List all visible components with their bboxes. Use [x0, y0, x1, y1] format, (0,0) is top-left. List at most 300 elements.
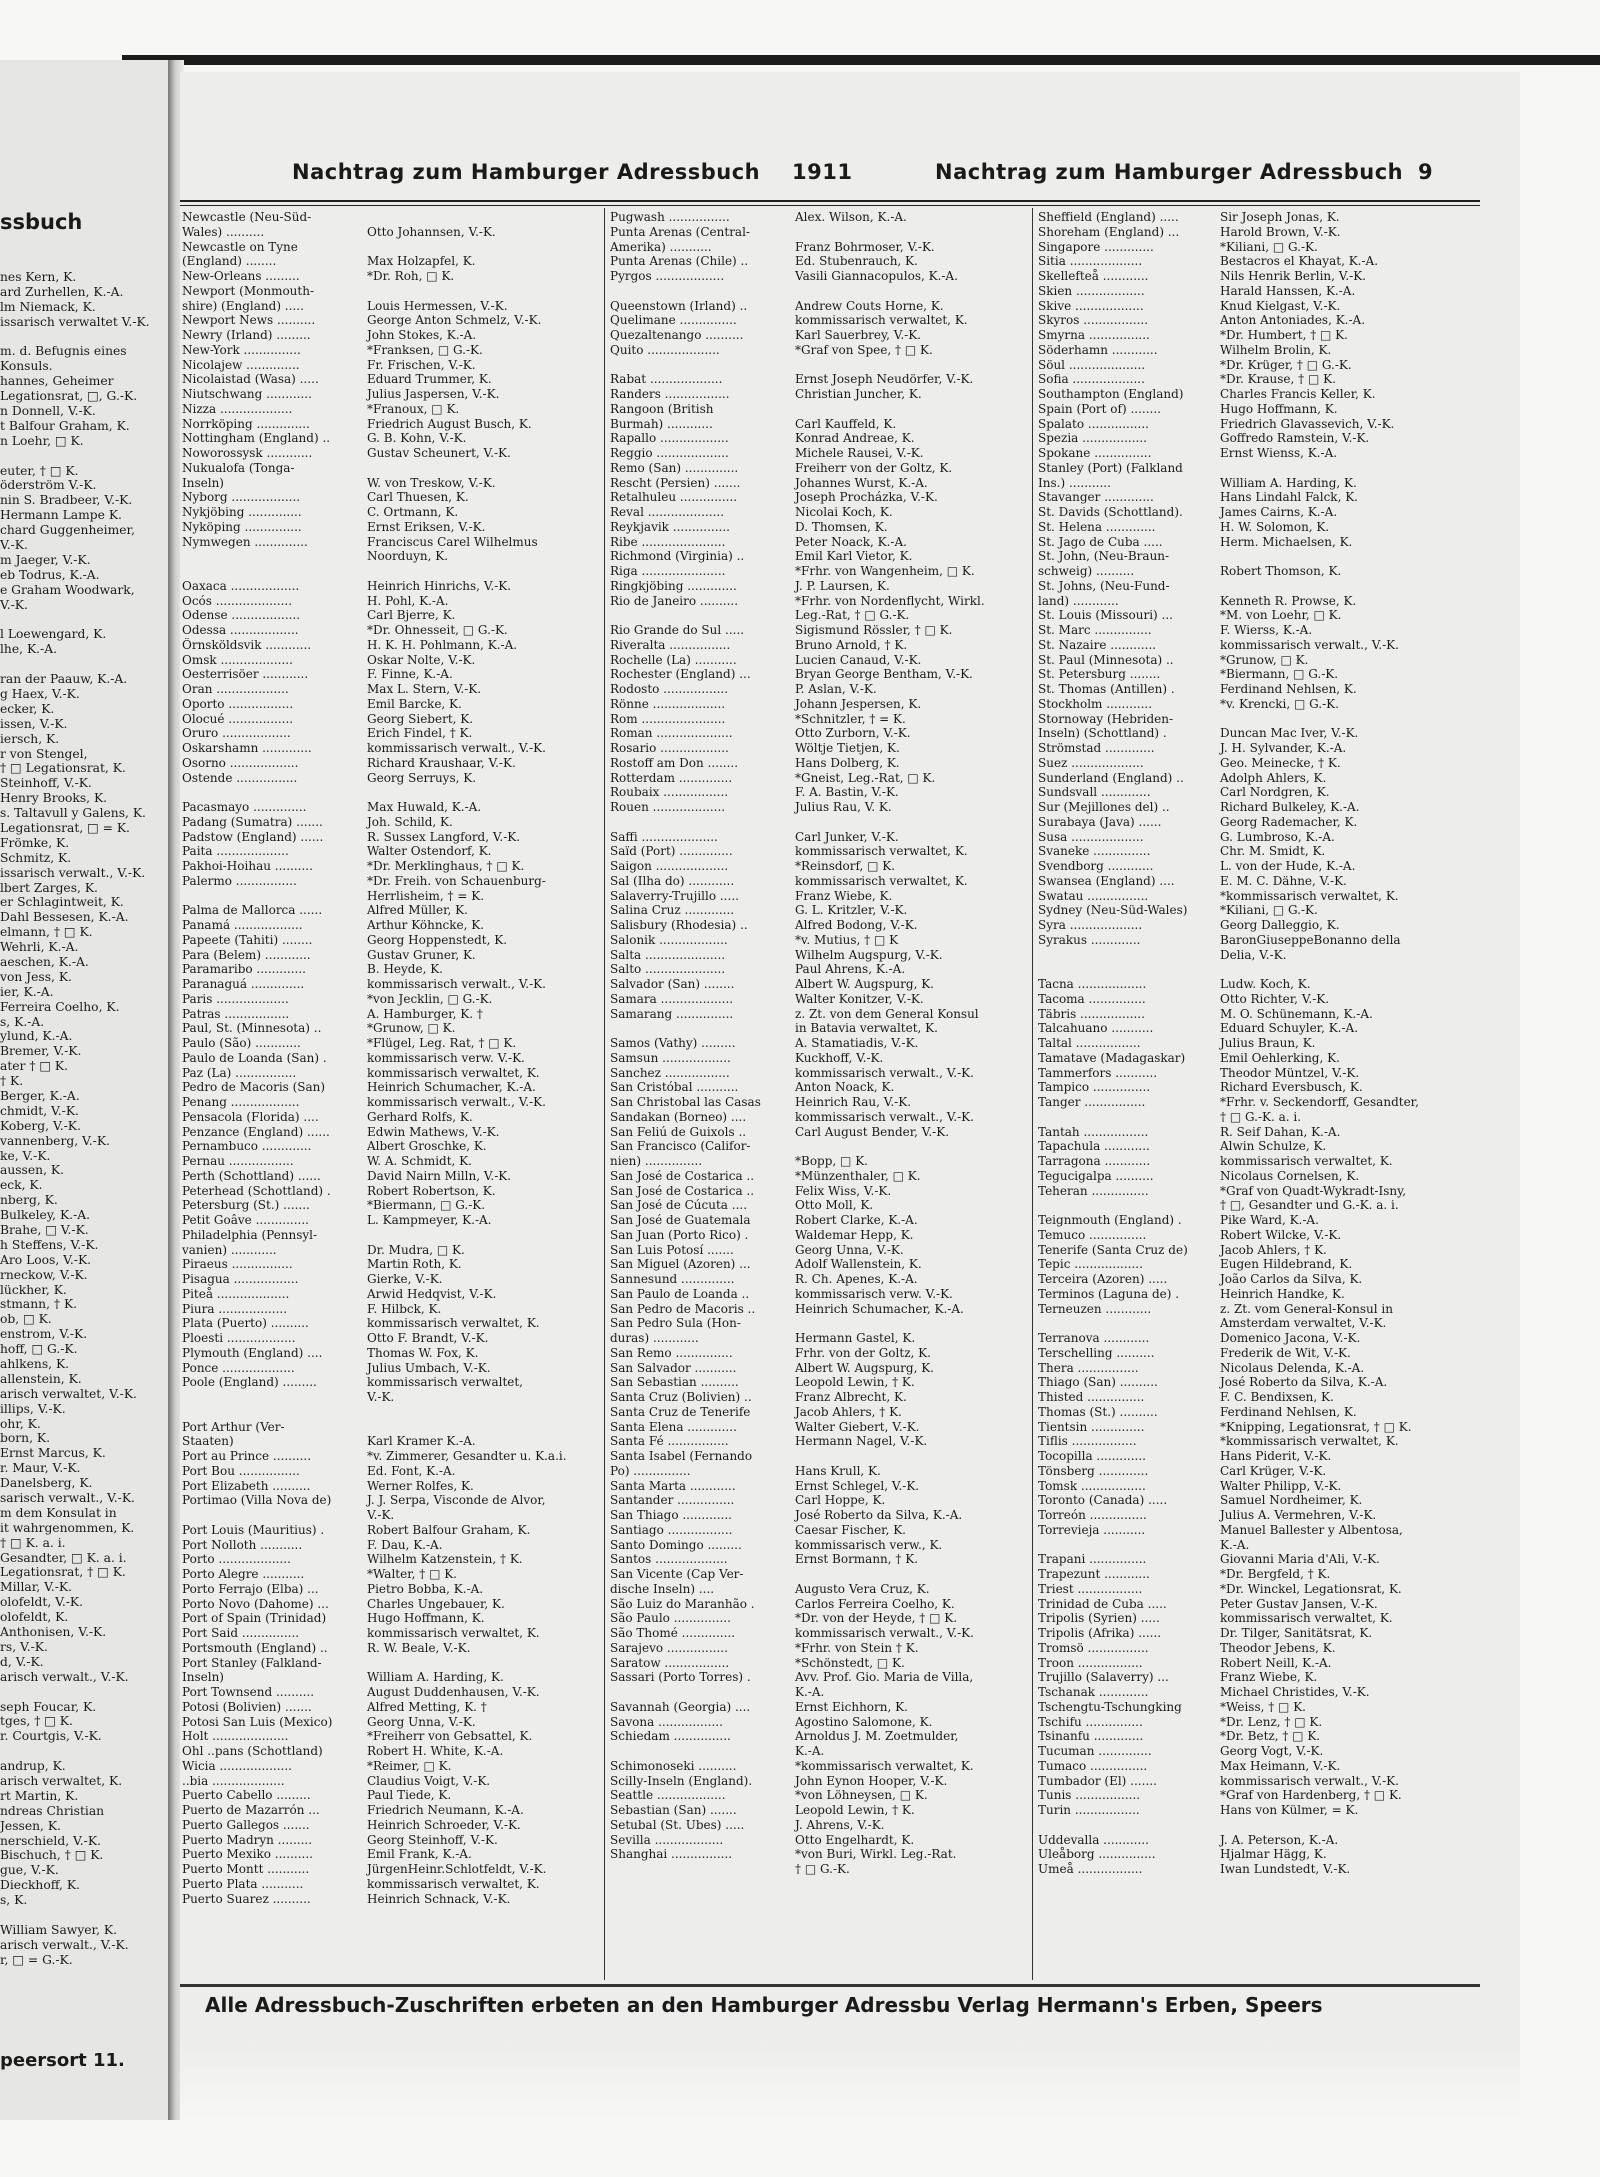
consul-name: Hugo Hoffmann, K. [367, 1611, 485, 1626]
consul-name: kommissarisch verwaltet, K. [795, 873, 968, 888]
directory-entry [610, 240, 1030, 255]
fragment-line: lhe, K.-A. [0, 642, 57, 657]
consul-name: *Bopp, □ K. [795, 1154, 868, 1168]
consul-name: Carl Hoppe, K. [795, 1493, 886, 1508]
consul-name: *Reimer, □ K. [367, 1758, 452, 1773]
place-name: San Thiago ............. [610, 1508, 732, 1522]
directory-entry [182, 1847, 602, 1862]
place-name: Triest ................. [1038, 1581, 1143, 1596]
fragment-line: ard Zurhellen, K.-A. [0, 284, 124, 299]
directory-entry [1038, 1818, 1488, 1833]
directory-entry [610, 889, 1030, 904]
place-name: Inseln) (Schottland) . [1038, 726, 1167, 741]
consul-name: Leg.-Rat, † □ G.-K. [795, 608, 910, 623]
place-name: Plymouth (England) .... [182, 1345, 323, 1360]
consul-name: *Dr. Humbert, † □ K. [1220, 328, 1348, 342]
consul-name: William A. Harding, K. [1220, 475, 1357, 490]
place-name: Padang (Sumatra) ....... [182, 814, 323, 829]
place-name: Taltal ................. [1038, 1036, 1141, 1050]
directory-entry [610, 1567, 1030, 1582]
place-name: Uddevalla ............ [1038, 1832, 1149, 1847]
consul-name: † □, Gesandter und G.-K. a. i. [1220, 1198, 1399, 1213]
fragment-line: V.-K. [0, 538, 28, 553]
consul-name: Harold Brown, V.-K. [1220, 224, 1341, 239]
place-name: San José de Costarica .. [610, 1168, 755, 1183]
place-name: Pedro de Macoris (San) [182, 1080, 326, 1095]
place-name: Paramaribo ............. [182, 962, 306, 977]
directory-entry [182, 1523, 602, 1538]
place-name: Syra ................... [1038, 918, 1143, 932]
fragment-line: r, □ = G.-K. [0, 1952, 73, 1967]
place-name: Reykjavik ............... [610, 519, 730, 534]
directory-entry [182, 313, 602, 328]
directory-entry [1038, 1080, 1488, 1095]
consul-name: kommissarisch verwaltet, K. [795, 844, 968, 859]
fragment-line: rt Martin, K. [0, 1788, 79, 1803]
consul-name: *Grunow, □ K. [1220, 652, 1309, 667]
place-name: Tenerife (Santa Cruz de) [1038, 1242, 1188, 1257]
consul-name: Goffredo Ramstein, V.-K. [1220, 431, 1370, 446]
directory-entry [182, 1021, 602, 1036]
directory-entry [1038, 520, 1488, 535]
directory-entry [610, 1626, 1030, 1641]
consul-name: Ernst Joseph Neudörfer, V.-K. [795, 372, 974, 387]
consul-name: Hans von Külmer, = K. [1220, 1803, 1359, 1817]
place-name: Puerto Mexiko .......... [182, 1847, 313, 1862]
place-name: Tripolis (Afrika) ...... [1038, 1626, 1162, 1640]
consul-name: Kenneth R. Prowse, K. [1220, 593, 1357, 608]
consul-name: *Frhr. von Nordenflycht, Wirkl. [795, 593, 985, 608]
fragment-line: Aro Loos, V.-K. [0, 1252, 92, 1267]
place-name: Sevilla .................. [610, 1832, 724, 1847]
directory-entry [1038, 726, 1488, 741]
place-name: Rotterdam .............. [610, 770, 733, 785]
fragment-line: Jessen, K. [0, 1818, 61, 1833]
place-name: Pugwash ................ [610, 210, 730, 224]
place-name: Savona ................. [610, 1714, 723, 1729]
directory-entry [1038, 1700, 1488, 1715]
directory-entry [610, 254, 1030, 269]
consul-name: Agostino Salomone, K. [795, 1714, 933, 1729]
consul-name: Friedrich August Busch, K. [367, 416, 532, 431]
place-name: Rouen ................... [610, 800, 726, 814]
directory-entry [182, 1685, 602, 1700]
consul-name: F. Finne, K.-A. [367, 667, 453, 682]
directory-entry [182, 918, 602, 933]
place-name: Shanghai ................ [610, 1847, 733, 1862]
consul-name: Chr. M. Smidt, K. [1220, 844, 1326, 859]
consul-name: Joh. Schild, K. [367, 814, 453, 829]
place-name: Terceira (Azoren) ..... [1038, 1272, 1168, 1286]
directory-entry [610, 1375, 1030, 1390]
fragment-line: rs, V.-K. [0, 1639, 48, 1654]
consul-name: Otto Engelhardt, K. [795, 1832, 915, 1847]
directory-entry [1038, 623, 1488, 638]
consul-name: Robert H. White, K.-A. [367, 1744, 504, 1758]
directory-entry [1038, 712, 1488, 727]
place-name: Nizza ................... [182, 401, 293, 416]
directory-entry [182, 859, 602, 874]
directory-entry [1038, 1139, 1488, 1154]
consul-name: Johann Jespersen, K. [795, 696, 922, 711]
consul-name: G. Lumbroso, K.-A. [1220, 829, 1335, 844]
place-name: Tampico ............... [1038, 1080, 1151, 1095]
consul-name: Augusto Vera Cruz, K. [795, 1581, 930, 1596]
place-name: Strömstad ............. [1038, 741, 1155, 755]
fragment-line: gue, V.-K. [0, 1863, 59, 1878]
place-name: Oaxaca .................. [182, 578, 300, 593]
column-divider [604, 208, 605, 1980]
directory-entry [1038, 1420, 1488, 1435]
directory-entry [182, 520, 602, 535]
consul-name: Max Holzapfel, K. [367, 254, 476, 269]
place-name: Riga ...................... [610, 564, 726, 578]
place-name: San Paulo de Loanda .. [610, 1286, 750, 1301]
directory-entry [1038, 1788, 1488, 1803]
place-name: Saratow ................. [610, 1655, 730, 1670]
directory-entry [1038, 1744, 1488, 1759]
fragment-line: Hermann Lampe K. [0, 508, 122, 523]
directory-entry [1038, 1715, 1488, 1730]
directory-entry [182, 1154, 602, 1169]
directory-entry [182, 889, 602, 904]
place-name: Pernambuco ............. [182, 1139, 312, 1154]
place-name: New-Orleans ......... [182, 269, 300, 283]
directory-entry [182, 328, 602, 343]
consul-name: Theodor Jebens, K. [1220, 1640, 1336, 1655]
directory-entry [182, 343, 602, 358]
directory-entry [1038, 1346, 1488, 1361]
fragment-line: t Balfour Graham, K. [0, 418, 130, 433]
consul-name: Gustav Gruner, K. [367, 947, 476, 962]
place-name: Samos (Vathy) ......... [610, 1036, 736, 1050]
place-name: Port Townsend .......... [182, 1685, 315, 1699]
directory-entry [610, 844, 1030, 859]
fragment-line: Legationsrat, □, G.-K. [0, 389, 138, 404]
consul-name: *Dr. Betz, † □ K. [1220, 1729, 1321, 1744]
place-name: Quito ................... [610, 342, 720, 357]
place-name: Salisbury (Rhodesia) .. [610, 918, 748, 932]
fragment-line: Bischuch, † □ K. [0, 1848, 104, 1863]
directory-entry [182, 1597, 602, 1612]
consul-name: Eugen Hildebrand, K. [1220, 1257, 1353, 1272]
place-name: Örnsköldsvik ............ [182, 637, 312, 652]
consul-name: Ernst Schlegel, V.-K. [795, 1478, 920, 1493]
fragment-line: hannes, Geheimer [0, 374, 114, 389]
consul-name: Walter Konitzer, V.-K. [795, 991, 924, 1006]
place-name: land) ............ [1038, 593, 1119, 608]
place-name: Queenstown (Irland) .. [610, 298, 748, 313]
directory-entry [1038, 874, 1488, 889]
directory-entry [1038, 992, 1488, 1007]
place-name: Odessa .................. [182, 623, 299, 637]
fragment-line: issarisch verwalt., V.-K. [0, 865, 146, 880]
fragment-line: tges, † □ K. [0, 1714, 73, 1729]
consul-name: Gierke, V.-K. [367, 1272, 443, 1286]
place-name: Saigon ................... [610, 859, 729, 873]
place-name: Söderhamn ............ [1038, 342, 1158, 357]
consul-name: *Dr. Lenz, † □ K. [1220, 1714, 1323, 1729]
directory-entry [1038, 1375, 1488, 1390]
place-name: Nicolaistad (Wasa) ..... [182, 372, 319, 387]
place-name: Plata (Puerto) .......... [182, 1316, 309, 1331]
directory-entry [182, 535, 602, 550]
place-name: St. Nazaire ............ [1038, 637, 1157, 652]
directory-entry [182, 1198, 602, 1213]
directory-entry [1038, 682, 1488, 697]
consul-name: kommissarisch verwalt., V.-K. [1220, 637, 1399, 652]
directory-entry [1038, 505, 1488, 520]
directory-entry [182, 269, 602, 284]
place-name: Suez ................... [1038, 755, 1144, 770]
fragment-line [0, 1685, 170, 1700]
consul-name: Delia, V.-K. [1220, 947, 1287, 962]
place-name: Santa Cruz de Tenerife [610, 1404, 751, 1419]
place-name: Tripolis (Syrien) ..... [1038, 1611, 1160, 1626]
place-name: Inseln) [182, 1670, 224, 1685]
place-name: Ins.) ........... [1038, 475, 1111, 490]
fragment-line: Brahe, □ V.-K. [0, 1223, 89, 1237]
directory-entry [1038, 1641, 1488, 1656]
directory-entry [182, 1700, 602, 1715]
fragment-line [0, 449, 170, 464]
consul-name: Adolf Wallenstein, K. [795, 1257, 922, 1272]
place-name: Nykjöbing .............. [182, 505, 302, 519]
directory-entry [1038, 1287, 1488, 1302]
place-name: Spezia ................. [1038, 431, 1147, 446]
directory-entry [1038, 461, 1488, 476]
consul-name: W. A. Schmidt, K. [367, 1154, 472, 1168]
directory-entry [182, 992, 602, 1007]
place-name: Rabat ................... [610, 372, 723, 387]
place-name: Osorno .................. [182, 755, 299, 770]
directory-entry [182, 1184, 602, 1199]
place-name: Omsk ................... [182, 652, 293, 667]
fragment-line [0, 657, 170, 672]
fragment-line: nin S. Bradbeer, V.-K. [0, 493, 133, 508]
fragment-line: it wahrgenommen, K. [0, 1520, 135, 1535]
directory-entry [1038, 815, 1488, 830]
place-name: Samarang ............... [610, 1006, 734, 1021]
directory-entry [610, 859, 1030, 874]
directory-entry [182, 417, 602, 432]
fragment-line: Henry Brooks, K. [0, 791, 108, 806]
fragment-line: m Jaeger, V.-K. [0, 552, 91, 567]
place-name: Oesterrisöer ............ [182, 667, 309, 682]
directory-entry [610, 1744, 1030, 1759]
place-name: Randers ................. [610, 387, 730, 401]
consul-name: Noorduyn, K. [367, 549, 449, 564]
directory-entry [1038, 1125, 1488, 1140]
place-name: Pacasmayo .............. [182, 800, 307, 814]
consul-name: F. Wierss, K.-A. [1220, 623, 1313, 637]
consul-name: August Duddenhausen, V.-K. [367, 1685, 540, 1699]
directory-entry [610, 1080, 1030, 1095]
consul-name: Emil Oehlerking, K. [1220, 1050, 1340, 1065]
directory-entry [610, 284, 1030, 299]
consul-name: *Weiss, † □ K. [1220, 1699, 1306, 1714]
fragment-line: born, K. [0, 1431, 50, 1446]
consul-name: Nils Henrik Berlin, V.-K. [1220, 269, 1367, 283]
place-name: Skive .................. [1038, 298, 1144, 313]
place-name: Sundsvall ............. [1038, 785, 1151, 800]
place-name: Newry (Irland) ......... [182, 328, 311, 342]
directory-entry [610, 1007, 1030, 1022]
place-name: Tschifu ............... [1038, 1714, 1143, 1729]
directory-entry [610, 1700, 1030, 1715]
consul-name: Otto Moll, K. [795, 1198, 874, 1213]
consul-name: Alfred Metting, K. † [367, 1699, 487, 1714]
place-name: Rom ...................... [610, 711, 726, 726]
place-name: Sal (Ilha do) ............ [610, 873, 735, 888]
fragment-line: andrup, K. [0, 1759, 66, 1774]
directory-entry [182, 874, 602, 889]
consul-name: Hans Dolberg, K. [795, 755, 900, 770]
directory-entry [610, 1523, 1030, 1538]
directory-entry [1038, 785, 1488, 800]
directory-entry [182, 1759, 602, 1774]
consul-name: *v. Zimmerer, Gesandter u. K.a.i. [367, 1449, 567, 1463]
directory-entry [182, 1316, 602, 1331]
fragment-line: er Schlagintweit, K. [0, 895, 124, 910]
consul-name: Carl Nordgren, K. [1220, 785, 1330, 800]
place-name: Söul .................... [1038, 357, 1146, 372]
fragment-line [0, 1908, 170, 1923]
consul-name: Otto F. Brandt, V.-K. [367, 1331, 489, 1345]
directory-entry [1038, 1449, 1488, 1464]
place-name: Tegucigalpa .......... [1038, 1168, 1154, 1183]
place-name: St. Marc ............... [1038, 623, 1152, 637]
place-name: Perth (Schottland) ...... [182, 1168, 321, 1183]
directory-entry [1038, 1257, 1488, 1272]
directory-entry [182, 1361, 602, 1376]
place-name: Patras ................. [182, 1006, 290, 1021]
directory-entry [610, 1228, 1030, 1243]
directory-entry [182, 402, 602, 417]
consul-name: kommissarisch verwaltet, K. [795, 313, 968, 328]
directory-entry [610, 1685, 1030, 1700]
consul-name: *Reinsdorf, □ K. [795, 859, 896, 873]
directory-entry [182, 1611, 602, 1626]
directory-entry [610, 299, 1030, 314]
directory-entry [610, 918, 1030, 933]
consul-name: Heinrich Schroeder, V.-K. [367, 1817, 521, 1832]
directory-entry [1038, 1169, 1488, 1184]
fragment-line: ahlkens, K. [0, 1357, 70, 1372]
consul-name: V.-K. [367, 1508, 395, 1522]
directory-entry [182, 358, 602, 373]
directory-entry [610, 417, 1030, 432]
place-name: Schimonoseki .......... [610, 1758, 737, 1773]
place-name: Susa ................... [1038, 829, 1144, 844]
consul-name: Hjalmar Hägg, K. [1220, 1847, 1327, 1862]
consul-name: F. A. Bastin, V.-K. [795, 785, 899, 800]
directory-entry [182, 1626, 602, 1641]
consul-name: *Kiliani, □ G.-K. [1220, 239, 1318, 254]
consul-name: Max Huwald, K.-A. [367, 800, 482, 814]
consul-name: Robert Clarke, K.-A. [795, 1213, 918, 1227]
directory-entry [610, 505, 1030, 520]
directory-entry [182, 1833, 602, 1848]
consul-name: kommissarisch verw. V.-K. [795, 1286, 953, 1301]
directory-entry [1038, 1361, 1488, 1376]
directory-entry [182, 638, 602, 653]
directory-entry [182, 1670, 602, 1685]
consul-name: Waldemar Hepp, K. [795, 1227, 914, 1242]
consul-name: *Graf von Spee, † □ K. [795, 342, 933, 357]
directory-entry [1038, 948, 1488, 963]
directory-entry [182, 682, 602, 697]
directory-entry [182, 1405, 602, 1420]
consul-name: José Roberto da Silva, K.-A. [795, 1508, 963, 1522]
consul-name: Sir Joseph Jonas, K. [1220, 210, 1340, 224]
place-name: Port of Spain (Trinidad) [182, 1611, 327, 1626]
consul-name: *Dr. Winckel, Legationsrat, K. [1220, 1581, 1402, 1596]
place-name: Portimao (Villa Nova de) [182, 1493, 332, 1508]
consul-name: Vasili Giannacopulos, K.-A. [795, 269, 958, 283]
place-name: Padstow (England) ...... [182, 829, 324, 844]
consul-name: *Schönstedt, □ K. [795, 1655, 905, 1670]
directory-entry [1038, 1110, 1488, 1125]
directory-entry [610, 343, 1030, 358]
place-name: São Luiz do Maranhão . [610, 1596, 755, 1611]
place-name: Tunis ................. [1038, 1788, 1141, 1803]
directory-entry [182, 1744, 602, 1759]
place-name: duras) ............ [610, 1331, 699, 1345]
place-name: Petersburg (St.) ....... [182, 1198, 310, 1213]
place-name: Stockholm ............ [1038, 696, 1153, 711]
consul-name: Peter Noack, K.-A. [795, 534, 907, 549]
column-divider [1032, 208, 1033, 1980]
fragment-line: hoff, □ G.-K. [0, 1342, 78, 1357]
consul-name: kommissarisch verwaltet, K. [367, 1626, 540, 1640]
consul-name: Karl Kramer K.-A. [367, 1434, 476, 1449]
consul-name: Max Heimann, V.-K. [1220, 1758, 1341, 1773]
place-name: Rochelle (La) ........... [610, 652, 737, 667]
directory-entry [182, 933, 602, 948]
place-name: Tucuman .............. [1038, 1744, 1152, 1758]
consul-name: *Franksen, □ G.-K. [367, 342, 483, 357]
consul-name: *von Löhneysen, □ K. [795, 1788, 928, 1803]
place-name: San Miguel (Azoren) ... [610, 1257, 751, 1272]
directory-entry [610, 1729, 1030, 1744]
fragment-line: ob, □ K. [0, 1312, 52, 1327]
directory-entry [1038, 254, 1488, 269]
consul-name: *Graf von Hardenberg, † □ K. [1220, 1788, 1402, 1803]
directory-entry [182, 1287, 602, 1302]
consul-name: Iwan Lundstedt, V.-K. [1220, 1862, 1351, 1876]
place-name: Santa Cruz (Bolivien) .. [610, 1390, 752, 1404]
place-name: Noworossysk ............ [182, 446, 313, 460]
directory-entry [610, 1316, 1030, 1331]
consul-name: kommissarisch verwaltet, [367, 1375, 523, 1390]
directory-entry [610, 446, 1030, 461]
fragment-line: rneckow, V.-K. [0, 1267, 88, 1282]
directory-entry [610, 1759, 1030, 1774]
directory-entry [610, 1582, 1030, 1597]
directory-entry [1038, 1508, 1488, 1523]
consul-name: *kommissarisch verwaltet, K. [795, 1758, 974, 1773]
directory-entry [182, 225, 602, 240]
place-name: Salonik .................. [610, 932, 728, 947]
directory-entry [1038, 800, 1488, 815]
directory-entry [182, 299, 602, 314]
directory-entry [610, 1434, 1030, 1449]
place-name: Sydney (Neu-Süd-Wales) [1038, 903, 1188, 918]
place-name: shire) (England) ..... [182, 298, 304, 313]
place-name: Newcastle on Tyne [182, 239, 298, 254]
consul-name: Eduard Trummer, K. [367, 372, 492, 387]
